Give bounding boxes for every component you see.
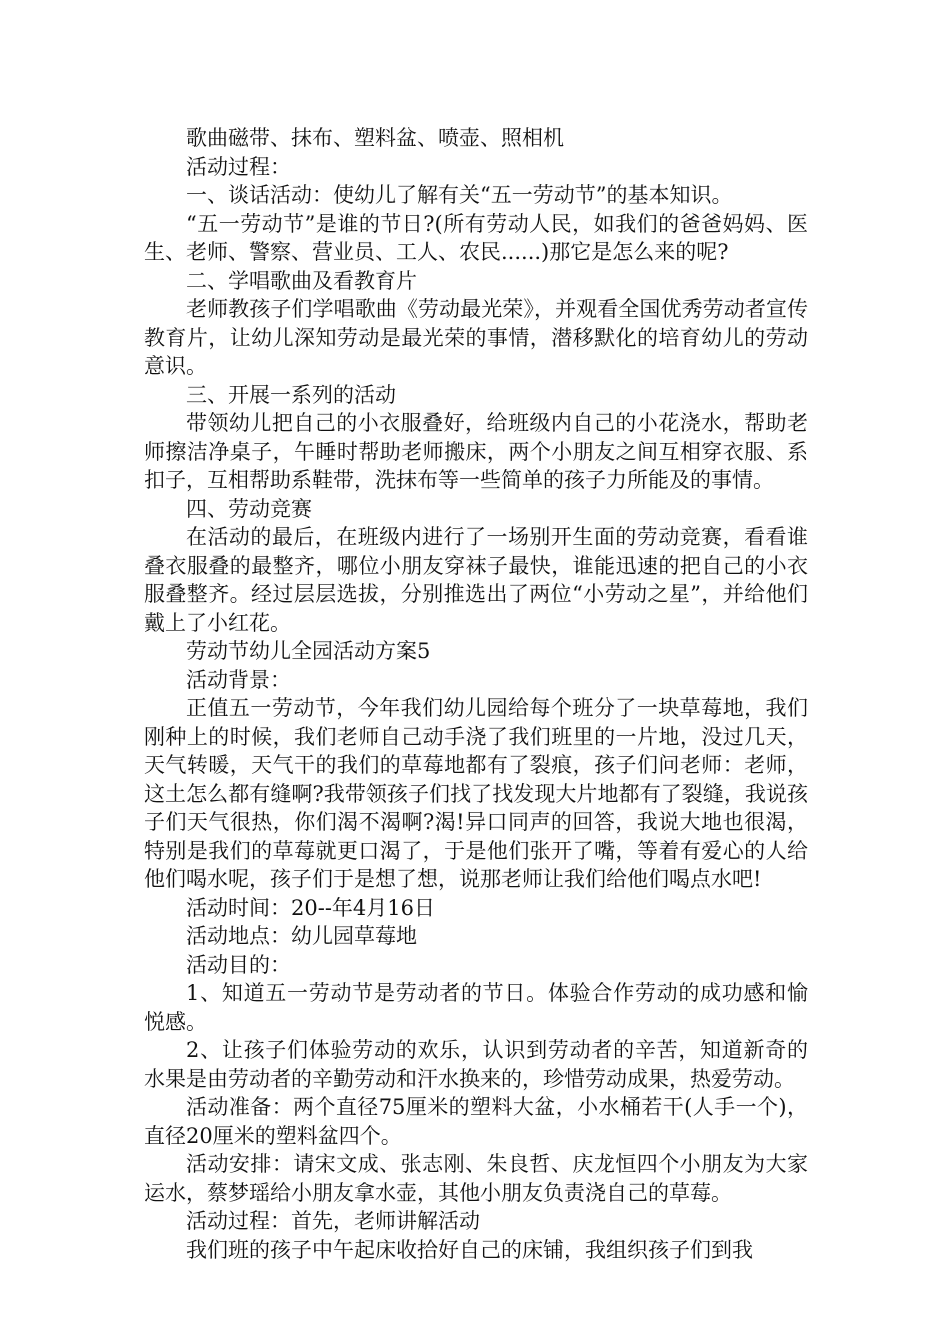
paragraph-activity-location: 活动地点：幼儿园草莓地 xyxy=(186,924,417,948)
document-body xyxy=(144,124,808,1264)
paragraph-plan-5-title: 劳动节幼儿全园活动方案5 xyxy=(186,639,431,663)
paragraph-section-4-body: 在活动的最后，在班级内进行了一场别开生面的劳动竞赛，看看谁叠衣服叠的最整齐，哪位小朋友穿袜子最快，谁能迅速的把自己的小衣服叠整齐。经过层层选拔，分别推选出了两位“小劳动之星”，并给他们戴上了小红花。 xyxy=(144,525,808,635)
paragraph-arrangement: 活动安排：请宋文成、张志刚、朱良哲、庆龙恒四个小朋友为大家运水，蔡梦瑶给小朋友拿水壶，其他小朋友负责浇自己的草莓。 xyxy=(144,1152,808,1205)
paragraph-section-3-body: 带领幼儿把自己的小衣服叠好，给班级内自己的小花浇水，帮助老师擦洁净桌子，午睡时帮助老师搬床，两个小朋友之间互相穿衣服、系扣子，互相帮助系鞋带，洗抹布等一些简单的孩子力所能及的事情。 xyxy=(144,411,808,492)
paragraph-goal-2: 2、让孩子们体验劳动的欢乐，认识到劳动者的辛苦，知道新奇的水果是由劳动者的辛勤劳动和汗水换来的，珍惜劳动成果，热爱劳动。 xyxy=(144,1038,808,1091)
paragraph-materials: 歌曲磁带、抹布、塑料盆、喷壶、照相机 xyxy=(186,126,564,150)
paragraph-process-first: 活动过程：首先，老师讲解活动 xyxy=(186,1209,480,1233)
paragraph-goals-heading: 活动目的： xyxy=(186,952,291,977)
paragraph-background-body: 正值五一劳动节，今年我们幼儿园给每个班分了一块草莓地，我们刚种上的时候，我们老师自己动手浇了我们班里的一片地，没过几天，天气转暖，天气干的我们的草莓地都有了裂痕，孩子们问老师：老师，这土怎么都有缝啊?我带领孩子们找了找发现大片地都有了裂缝，我说孩子们天气很热，你们渴不渴啊?渴!异口同声的回答，我说大地也很渴，特别是我们的草莓就更口渴了，于是他们张开了嘴，等着有爱心的人给他们喝水呢，孩子们于是想了想，说那老师让我们给他们喝点水吧! xyxy=(144,696,808,891)
paragraph-process-body: 我们班的孩子中午起床收拾好自己的床铺，我组织孩子们到我 xyxy=(186,1237,753,1262)
paragraph-goal-1: 1、知道五一劳动节是劳动者的节日。体验合作劳动的成功感和愉悦感。 xyxy=(144,981,808,1034)
paragraph-preparation: 活动准备：两个直径75厘米的塑料大盆，小水桶若干(人手一个)，直径20厘米的塑料盆四个。 xyxy=(144,1095,808,1148)
paragraph-section-4-title: 四、劳动竞赛 xyxy=(186,496,312,521)
paragraph-section-3-title: 三、开展一系列的活动 xyxy=(186,382,396,407)
paragraph-section-2-title: 二、学唱歌曲及看教育片 xyxy=(186,268,417,293)
paragraph-background-heading: 活动背景： xyxy=(186,667,291,692)
paragraph-section-2-body: 老师教孩子们学唱歌曲《劳动最光荣》，并观看全国优秀劳动者宣传教育片，让幼儿深知劳动是最光荣的事情，潜移默化的培育幼儿的劳动意识。 xyxy=(144,297,808,378)
paragraph-section-1-title: 一、谈话活动：使幼儿了解有关“五一劳动节”的基本知识。 xyxy=(186,183,733,207)
paragraph-activity-time: 活动时间：20--年4月16日 xyxy=(186,895,435,920)
paragraph-section-1-body: “五一劳动节”是谁的节日?(所有劳动人民，如我们的爸爸妈妈、医生、老师、警察、营业员、工人、农民......)那它是怎么来的呢? xyxy=(144,211,808,264)
paragraph-process-heading: 活动过程： xyxy=(186,154,291,179)
